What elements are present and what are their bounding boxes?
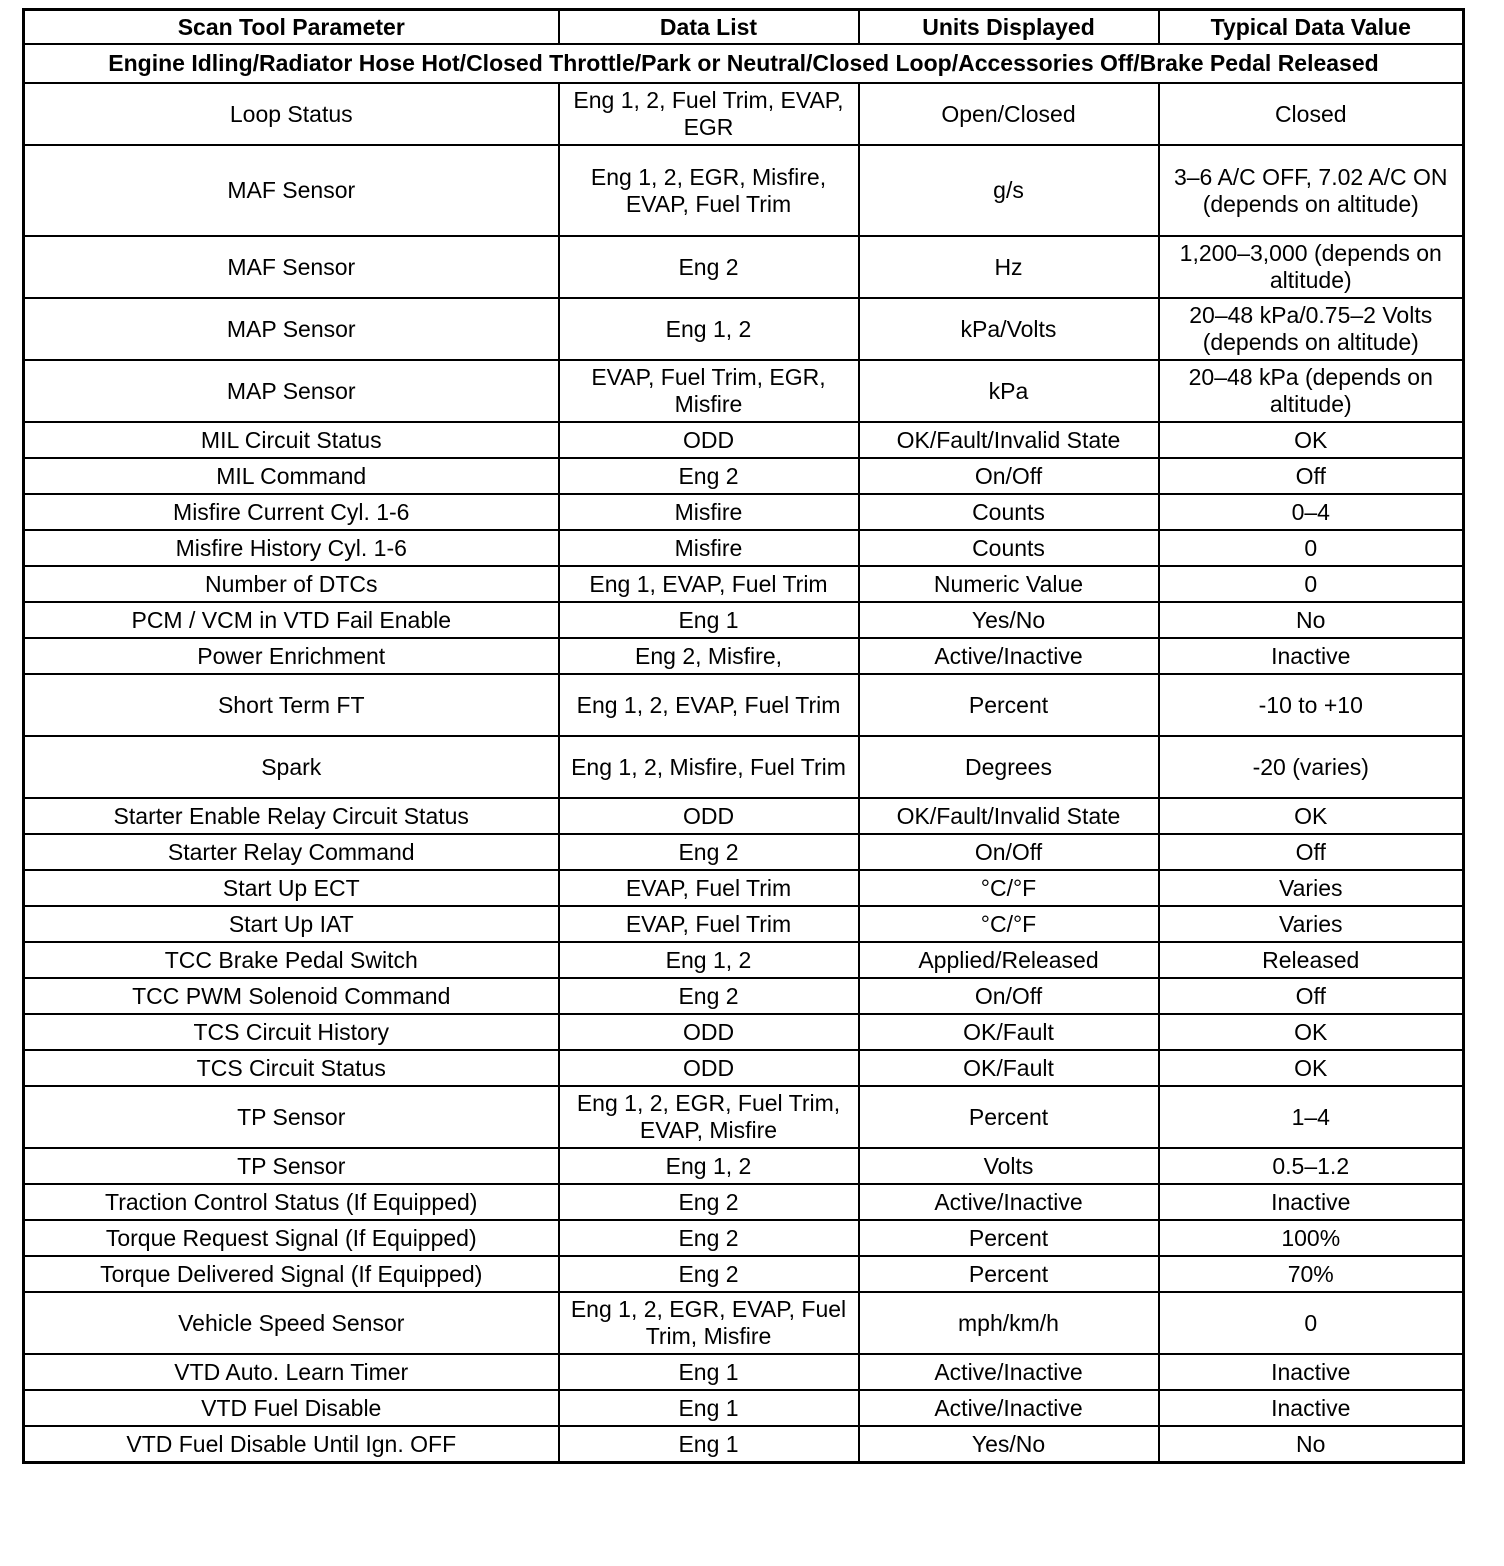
data-list-cell: Eng 1 <box>559 1354 859 1390</box>
data-list-cell: Eng 2 <box>559 1256 859 1292</box>
data-list-cell: Eng 1, 2 <box>559 298 859 360</box>
parameter-cell: Vehicle Speed Sensor <box>24 1292 559 1354</box>
table-row <box>24 1220 1464 1256</box>
parameter-cell: PCM / VCM in VTD Fail Enable <box>24 602 559 638</box>
parameter-cell: TP Sensor <box>24 1086 559 1148</box>
table-row <box>24 978 1464 1014</box>
data-list-cell: Misfire <box>559 530 859 566</box>
table-row <box>24 834 1464 870</box>
data-list-cell: Eng 1, 2, EGR, Misfire, EVAP, Fuel Trim <box>559 145 859 236</box>
parameter-cell: MIL Command <box>24 458 559 494</box>
units-cell: Numeric Value <box>859 566 1159 602</box>
header-scan-tool-parameter: Scan Tool Parameter <box>24 10 559 45</box>
units-cell: Yes/No <box>859 1426 1159 1463</box>
header-typical-data-value: Typical Data Value <box>1159 10 1464 45</box>
typical-value-cell: 20–48 kPa (depends on altitude) <box>1159 360 1464 422</box>
data-list-cell: EVAP, Fuel Trim <box>559 870 859 906</box>
units-cell: OK/Fault/Invalid State <box>859 422 1159 458</box>
typical-value-cell: 0 <box>1159 1292 1464 1354</box>
units-cell: kPa <box>859 360 1159 422</box>
typical-value-cell: 100% <box>1159 1220 1464 1256</box>
table-row <box>24 1014 1464 1050</box>
data-list-cell: Eng 2 <box>559 834 859 870</box>
table-row <box>24 1086 1464 1148</box>
units-cell: kPa/Volts <box>859 298 1159 360</box>
table-row <box>24 1184 1464 1220</box>
data-list-cell: ODD <box>559 1014 859 1050</box>
data-list-cell: EVAP, Fuel Trim, EGR, Misfire <box>559 360 859 422</box>
typical-value-cell: Inactive <box>1159 1354 1464 1390</box>
units-cell: Hz <box>859 236 1159 298</box>
parameter-cell: MAP Sensor <box>24 360 559 422</box>
table-row <box>24 674 1464 736</box>
data-list-cell: Eng 2 <box>559 1184 859 1220</box>
units-cell: Counts <box>859 494 1159 530</box>
data-list-cell: Eng 2 <box>559 1220 859 1256</box>
table-row <box>24 1256 1464 1292</box>
table-row <box>24 942 1464 978</box>
typical-value-cell: No <box>1159 602 1464 638</box>
data-list-cell: Eng 1 <box>559 602 859 638</box>
typical-value-cell: No <box>1159 1426 1464 1463</box>
parameter-cell: VTD Fuel Disable Until Ign. OFF <box>24 1426 559 1463</box>
typical-value-cell: OK <box>1159 1050 1464 1086</box>
data-list-cell: Eng 1, 2, EVAP, Fuel Trim <box>559 674 859 736</box>
typical-value-cell: Closed <box>1159 83 1464 145</box>
data-list-cell: Eng 1, 2, Fuel Trim, EVAP, EGR <box>559 83 859 145</box>
scan-tool-data-table <box>22 8 1465 1464</box>
data-list-cell: EVAP, Fuel Trim <box>559 906 859 942</box>
table-row <box>24 798 1464 834</box>
parameter-cell: TCS Circuit History <box>24 1014 559 1050</box>
parameter-cell: Misfire History Cyl. 1-6 <box>24 530 559 566</box>
units-cell: °C/°F <box>859 870 1159 906</box>
parameter-cell: Short Term FT <box>24 674 559 736</box>
units-cell: Percent <box>859 1220 1159 1256</box>
table-row <box>24 83 1464 145</box>
parameter-cell: Starter Relay Command <box>24 834 559 870</box>
typical-value-cell: 0–4 <box>1159 494 1464 530</box>
typical-value-cell: 0.5–1.2 <box>1159 1148 1464 1184</box>
table-row <box>24 1292 1464 1354</box>
typical-value-cell: Inactive <box>1159 1184 1464 1220</box>
data-list-cell: Eng 2 <box>559 978 859 1014</box>
typical-value-cell: -20 (varies) <box>1159 736 1464 798</box>
table-row <box>24 1050 1464 1086</box>
table-row <box>24 906 1464 942</box>
units-cell: °C/°F <box>859 906 1159 942</box>
typical-value-cell: 1,200–3,000 (depends on altitude) <box>1159 236 1464 298</box>
units-cell: On/Off <box>859 978 1159 1014</box>
data-list-cell: Eng 1, 2, EGR, EVAP, Fuel Trim, Misfire <box>559 1292 859 1354</box>
typical-value-cell: Inactive <box>1159 638 1464 674</box>
parameter-cell: TCS Circuit Status <box>24 1050 559 1086</box>
units-cell: OK/Fault <box>859 1050 1159 1086</box>
table-row <box>24 530 1464 566</box>
condition-row <box>24 44 1464 83</box>
data-list-cell: Eng 1 <box>559 1390 859 1426</box>
units-cell: Yes/No <box>859 602 1159 638</box>
table-row <box>24 236 1464 298</box>
typical-value-cell: OK <box>1159 422 1464 458</box>
header-data-list: Data List <box>559 10 859 45</box>
parameter-cell: Number of DTCs <box>24 566 559 602</box>
table-row <box>24 145 1464 236</box>
data-list-cell: Eng 2 <box>559 458 859 494</box>
parameter-cell: Power Enrichment <box>24 638 559 674</box>
units-cell: Applied/Released <box>859 942 1159 978</box>
parameter-cell: Loop Status <box>24 83 559 145</box>
table-row <box>24 422 1464 458</box>
table-row <box>24 1390 1464 1426</box>
typical-value-cell: 20–48 kPa/0.75–2 Volts (depends on altitude) <box>1159 298 1464 360</box>
parameter-cell: Start Up ECT <box>24 870 559 906</box>
parameter-cell: MIL Circuit Status <box>24 422 559 458</box>
typical-value-cell: 0 <box>1159 566 1464 602</box>
table-row <box>24 566 1464 602</box>
data-list-cell: Eng 1 <box>559 1426 859 1463</box>
typical-value-cell: 1–4 <box>1159 1086 1464 1148</box>
typical-value-cell: 0 <box>1159 530 1464 566</box>
data-list-cell: Misfire <box>559 494 859 530</box>
parameter-cell: Start Up IAT <box>24 906 559 942</box>
parameter-cell: TCC Brake Pedal Switch <box>24 942 559 978</box>
units-cell: Percent <box>859 1086 1159 1148</box>
units-cell: Active/Inactive <box>859 1390 1159 1426</box>
typical-value-cell: Off <box>1159 834 1464 870</box>
typical-value-cell: 3–6 A/C OFF, 7.02 A/C ON (depends on altitude) <box>1159 145 1464 236</box>
typical-value-cell: Off <box>1159 978 1464 1014</box>
table-row <box>24 736 1464 798</box>
units-cell: OK/Fault <box>859 1014 1159 1050</box>
table-row <box>24 494 1464 530</box>
parameter-cell: VTD Auto. Learn Timer <box>24 1354 559 1390</box>
data-list-cell: Eng 1, EVAP, Fuel Trim <box>559 566 859 602</box>
parameter-cell: MAF Sensor <box>24 236 559 298</box>
typical-value-cell: Inactive <box>1159 1390 1464 1426</box>
data-list-cell: ODD <box>559 1050 859 1086</box>
data-list-cell: Eng 1, 2, Misfire, Fuel Trim <box>559 736 859 798</box>
units-cell: Open/Closed <box>859 83 1159 145</box>
typical-value-cell: Varies <box>1159 906 1464 942</box>
units-cell: Active/Inactive <box>859 1184 1159 1220</box>
units-cell: Percent <box>859 1256 1159 1292</box>
typical-value-cell: 70% <box>1159 1256 1464 1292</box>
units-cell: Volts <box>859 1148 1159 1184</box>
data-list-cell: Eng 1, 2 <box>559 1148 859 1184</box>
data-list-cell: ODD <box>559 798 859 834</box>
table-row <box>24 638 1464 674</box>
data-list-cell: Eng 2, Misfire, <box>559 638 859 674</box>
data-list-cell: Eng 1, 2, EGR, Fuel Trim, EVAP, Misfire <box>559 1086 859 1148</box>
table-row <box>24 458 1464 494</box>
data-list-cell: Eng 2 <box>559 236 859 298</box>
typical-value-cell: OK <box>1159 798 1464 834</box>
parameter-cell: Traction Control Status (If Equipped) <box>24 1184 559 1220</box>
parameter-cell: MAF Sensor <box>24 145 559 236</box>
header-units-displayed: Units Displayed <box>859 10 1159 45</box>
parameter-cell: Torque Delivered Signal (If Equipped) <box>24 1256 559 1292</box>
units-cell: mph/km/h <box>859 1292 1159 1354</box>
parameter-cell: Misfire Current Cyl. 1-6 <box>24 494 559 530</box>
units-cell: On/Off <box>859 458 1159 494</box>
table-row <box>24 1148 1464 1184</box>
parameter-cell: Starter Enable Relay Circuit Status <box>24 798 559 834</box>
typical-value-cell: -10 to +10 <box>1159 674 1464 736</box>
table-row <box>24 602 1464 638</box>
units-cell: Percent <box>859 674 1159 736</box>
table-row <box>24 870 1464 906</box>
table-header <box>24 10 1464 45</box>
table-row <box>24 1354 1464 1390</box>
data-list-cell: Eng 1, 2 <box>559 942 859 978</box>
header-row <box>24 10 1464 45</box>
units-cell: OK/Fault/Invalid State <box>859 798 1159 834</box>
table-body <box>24 44 1464 1463</box>
units-cell: Active/Inactive <box>859 1354 1159 1390</box>
typical-value-cell: Varies <box>1159 870 1464 906</box>
parameter-cell: TP Sensor <box>24 1148 559 1184</box>
typical-value-cell: OK <box>1159 1014 1464 1050</box>
data-list-cell: ODD <box>559 422 859 458</box>
typical-value-cell: Released <box>1159 942 1464 978</box>
table-row <box>24 360 1464 422</box>
units-cell: Degrees <box>859 736 1159 798</box>
condition-cell: Engine Idling/Radiator Hose Hot/Closed Throttle/Park or Neutral/Closed Loop/Accessories Off/Brake Pedal Released <box>24 44 1464 83</box>
units-cell: On/Off <box>859 834 1159 870</box>
units-cell: Active/Inactive <box>859 638 1159 674</box>
parameter-cell: Spark <box>24 736 559 798</box>
units-cell: Counts <box>859 530 1159 566</box>
parameter-cell: MAP Sensor <box>24 298 559 360</box>
units-cell: g/s <box>859 145 1159 236</box>
table-row <box>24 298 1464 360</box>
parameter-cell: VTD Fuel Disable <box>24 1390 559 1426</box>
parameter-cell: TCC PWM Solenoid Command <box>24 978 559 1014</box>
parameter-cell: Torque Request Signal (If Equipped) <box>24 1220 559 1256</box>
typical-value-cell: Off <box>1159 458 1464 494</box>
table-row <box>24 1426 1464 1463</box>
